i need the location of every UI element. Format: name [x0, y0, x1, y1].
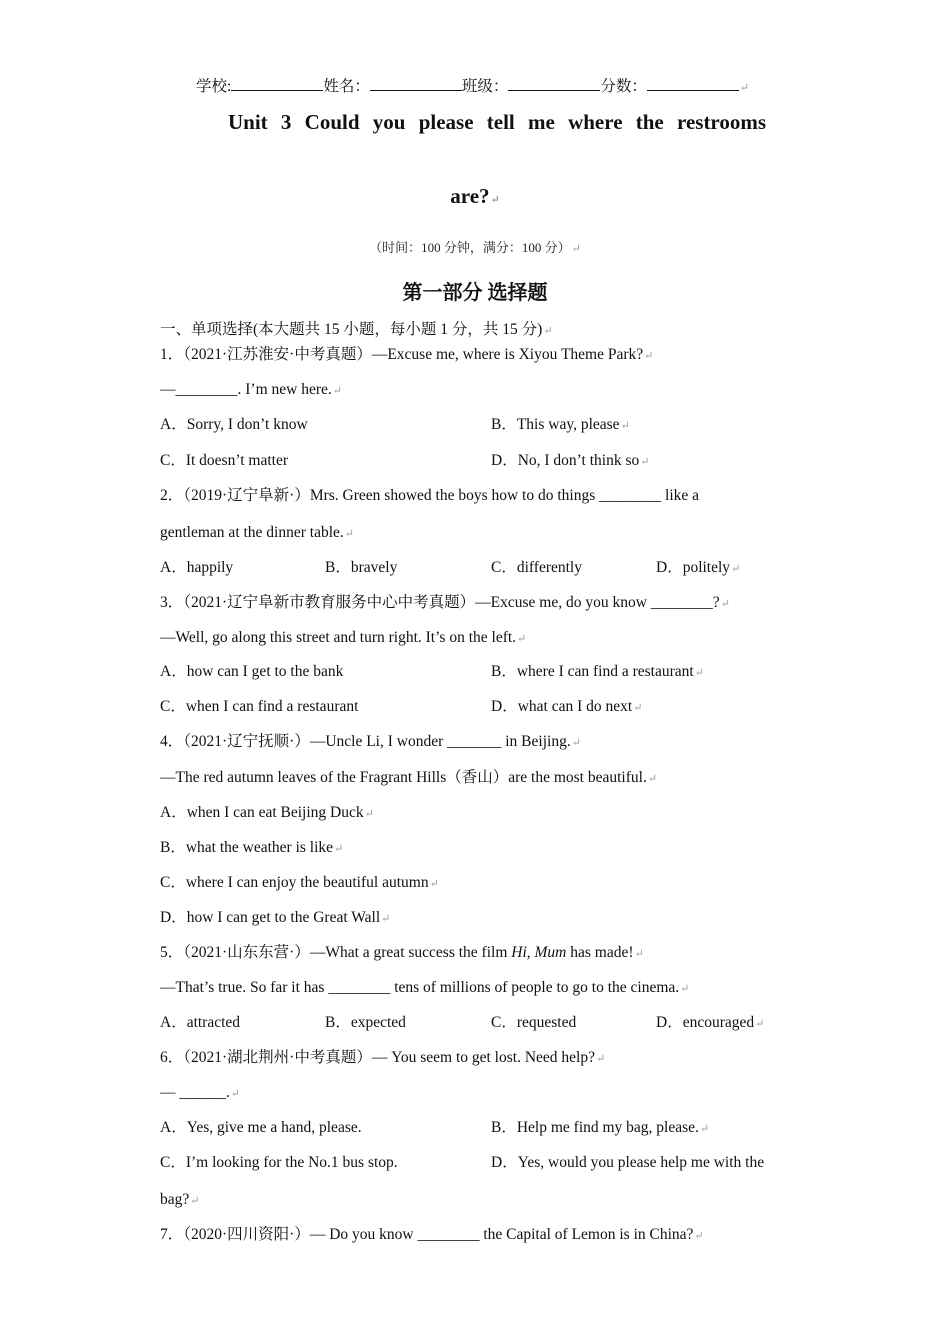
q2-stem2-text: gentleman at the dinner table.	[160, 524, 344, 541]
q5-option-b[interactable]: B．expected	[325, 1014, 406, 1031]
q6-option-a[interactable]: A．Yes, give me a hand, please.	[160, 1119, 362, 1136]
q1-option-c[interactable]: C．It doesn’t matter	[160, 452, 288, 469]
q5-reply-text: —That’s true. So far it has ________ tens of millions of people to go to the cinema.	[160, 979, 680, 996]
q4-option-b[interactable]: B．what the weather is like↵	[160, 839, 344, 856]
name-label: 姓名：	[323, 78, 370, 95]
q2-option-b[interactable]: B．bravely	[325, 559, 398, 576]
q5-option-c[interactable]: C．requested	[491, 1014, 577, 1031]
q3-option-b-text: B．where I can find a restaurant	[491, 663, 694, 680]
q6-stem: 6．（2021·湖北荆州·中考真题）— You seem to get lost. Need help?↵	[160, 1049, 606, 1066]
q6-option-d2-text: bag?	[160, 1191, 190, 1208]
q3-option-a[interactable]: A．how can I get to the bank	[160, 663, 344, 680]
q4-option-c[interactable]: C．where I can enjoy the beautiful autumn↵	[160, 874, 439, 891]
q6-option-d[interactable]: D．Yes, would you please help me with the	[491, 1154, 765, 1171]
score-blank[interactable]	[647, 76, 739, 91]
q7-stem-text: 7．（2020·四川资阳·）— Do you know ________ the Capital of Lemon is in China?	[160, 1226, 694, 1243]
q2-stem-continued: gentleman at the dinner table.↵	[160, 524, 354, 541]
q1-option-b-text: B．This way, please	[491, 416, 620, 433]
class-label: 班级：	[461, 78, 509, 95]
time-info: （时间：100 分钟，满分：100 分）↵	[369, 240, 581, 255]
q2-option-c[interactable]: C．differently	[491, 559, 582, 576]
q1-option-b[interactable]: B．This way, please↵	[491, 416, 630, 433]
school-blank[interactable]	[231, 76, 323, 91]
q1-reply-text: —________. I’m new here.	[160, 381, 332, 398]
q3-stem-text: 3．（2021·辽宁阜新市教育服务中心中考真题）—Excuse me, do you know ________?	[160, 594, 720, 611]
q6-option-d-continued: bag?↵	[160, 1191, 200, 1208]
q4-stem-text: 4．（2021·辽宁抚顺·）—Uncle Li, I wonder _______ in Beijing.	[160, 733, 571, 750]
q4-option-a-text: A．when I can eat Beijing Duck	[160, 804, 364, 821]
q3-option-b[interactable]: B．where I can find a restaurant↵	[491, 663, 704, 680]
time-info-text: （时间：100 分钟，满分：100 分）	[369, 240, 571, 255]
q4-option-d[interactable]: D．how I can get to the Great Wall↵	[160, 909, 391, 926]
q1-option-a[interactable]: A．Sorry, I don’t know	[160, 416, 308, 433]
q6-option-b[interactable]: B．Help me find my bag, please.↵	[491, 1119, 710, 1136]
title-line-2-text: are?	[450, 184, 490, 208]
q1-option-d-text: D．No, I don’t think so	[491, 452, 640, 469]
q5-option-d[interactable]: D．encouraged↵	[656, 1014, 765, 1031]
q4-reply: —The red autumn leaves of the Fragrant Hills（香山）are the most beautiful.↵	[160, 769, 658, 786]
q7-stem: 7．（2020·四川资阳·）— Do you know ________ the Capital of Lemon is in China?↵	[160, 1226, 704, 1243]
q5-stem: 5．（2021·山东东营·）—What a great success the film Hi, Mum has made!↵	[160, 944, 644, 961]
q6-option-b-text: B．Help me find my bag, please.	[491, 1119, 699, 1136]
name-blank[interactable]	[370, 76, 462, 91]
q1-option-d[interactable]: D．No, I don’t think so↵	[491, 452, 650, 469]
q2-option-a[interactable]: A．happily	[160, 559, 234, 576]
q4-reply-text: —The red autumn leaves of the Fragrant Hills（香山）are the most beautiful.	[160, 769, 647, 786]
class-blank[interactable]	[508, 76, 600, 91]
q2-stem: 2．（2019·辽宁阜新·）Mrs. Green showed the boys how to do things ________ like a	[160, 487, 700, 504]
q2-option-d-text: D．politely	[656, 559, 731, 576]
q4-option-a[interactable]: A．when I can eat Beijing Duck↵	[160, 804, 374, 821]
q4-stem: 4．（2021·辽宁抚顺·）—Uncle Li, I wonder _______ in Beijing.↵	[160, 733, 581, 750]
q4-option-c-text: C．where I can enjoy the beautiful autumn	[160, 874, 429, 891]
q1-stem: 1．（2021·江苏淮安·中考真题）—Excuse me, where is Xiyou Theme Park?↵	[160, 346, 654, 363]
q3-stem: 3．（2021·辽宁阜新市教育服务中心中考真题）—Excuse me, do you know ________?↵	[160, 594, 730, 611]
score-label: 分数：	[600, 78, 647, 95]
school-label: 学校:	[196, 78, 232, 95]
q6-reply: — ______.↵	[160, 1084, 240, 1101]
section-title: 第一部分 选择题	[402, 282, 548, 304]
q4-option-b-text: B．what the weather is like	[160, 839, 334, 856]
q5-option-a[interactable]: A．attracted	[160, 1014, 241, 1031]
q3-option-c[interactable]: C．when I can find a restaurant	[160, 698, 359, 715]
q6-stem-text: 6．（2021·湖北荆州·中考真题）— You seem to get lost. Need help?	[160, 1049, 595, 1066]
q5-option-d-text: D．encouraged	[656, 1014, 755, 1031]
q6-option-c[interactable]: C．I’m looking for the No.1 bus stop.	[160, 1154, 398, 1171]
section-instruction-text: 一、单项选择(本大题共 15 小题，每小题 1 分，共 15 分)	[160, 321, 543, 338]
title-line-1: Unit 3 Could you please tell me where the restrooms	[228, 110, 767, 134]
header-info: 学校: 姓名： 班级： 分数： ↵	[196, 78, 750, 95]
q1-reply: —________. I’m new here.↵	[160, 381, 342, 398]
q3-reply-text: —Well, go along this street and turn right. It’s on the left.	[160, 629, 517, 646]
q3-reply: —Well, go along this street and turn right. It’s on the left.↵	[160, 629, 527, 646]
title-line-2: are?↵	[450, 184, 500, 208]
q3-option-d[interactable]: D．what can I do next↵	[491, 698, 643, 715]
q5-reply: —That’s true. So far it has ________ tens of millions of people to go to the cinema.↵	[160, 979, 690, 996]
q5-film-title: Hi, Mum	[511, 944, 567, 961]
q1-stem-text: 1．（2021·江苏淮安·中考真题）—Excuse me, where is Xiyou Theme Park?	[160, 346, 644, 363]
section-instruction: 一、单项选择(本大题共 15 小题，每小题 1 分，共 15 分)↵	[160, 321, 553, 338]
q6-reply-text: — ______.	[160, 1084, 230, 1101]
q3-option-d-text: D．what can I do next	[491, 698, 633, 715]
q4-option-d-text: D．how I can get to the Great Wall	[160, 909, 381, 926]
q5-stem-suffix: has made!	[566, 944, 634, 961]
q2-option-d[interactable]: D．politely↵	[656, 559, 741, 576]
q5-stem-prefix: 5．（2021·山东东营·）—What a great success the film	[160, 944, 512, 961]
